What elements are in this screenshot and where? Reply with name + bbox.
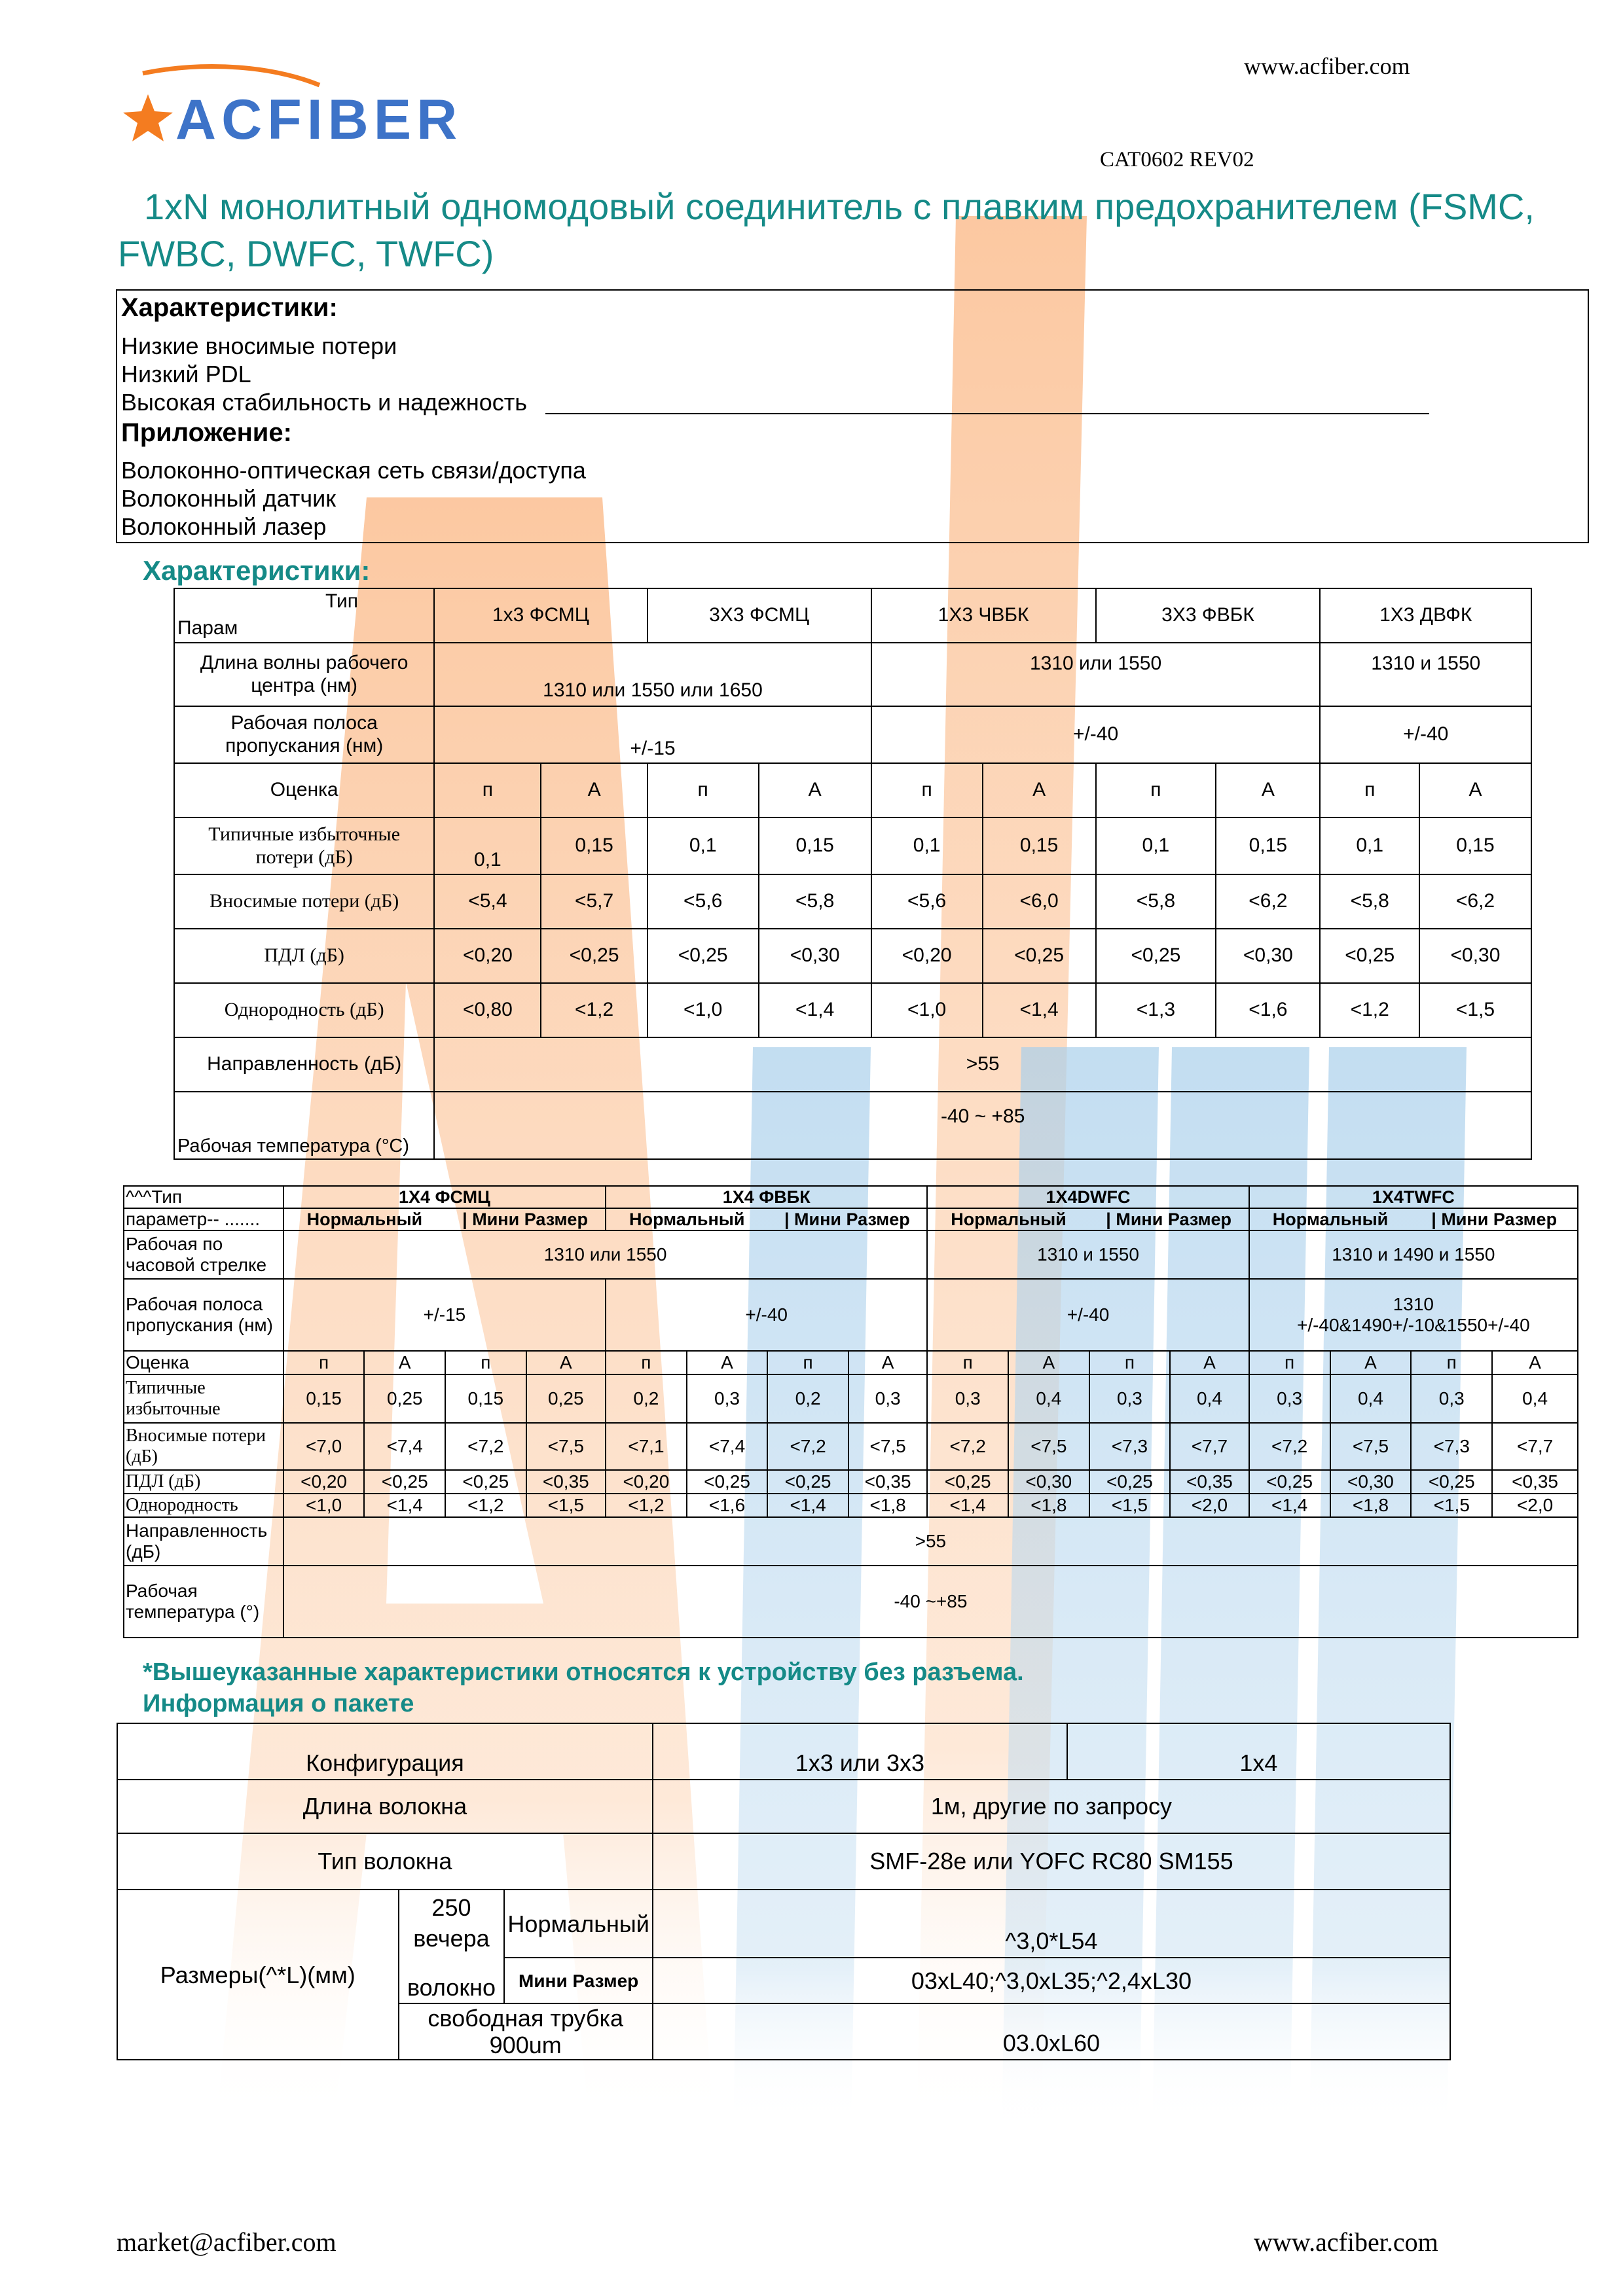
table-cell: 0,3	[1089, 1374, 1171, 1423]
table-corner: Тип Парам	[174, 588, 434, 643]
features-heading: Характеристики:	[121, 293, 338, 322]
table-cell: <2,0	[1492, 1494, 1578, 1517]
row-label: Вносимые потери (дБ)	[124, 1423, 283, 1470]
row-label: Рабочая температура (°C)	[174, 1092, 434, 1159]
table-cell: п	[767, 1351, 848, 1374]
table-cell: <0,25	[687, 1470, 768, 1494]
table-cell: <0,25	[1089, 1470, 1171, 1494]
table-cell: А	[983, 763, 1096, 817]
table-cell: <0,25	[1320, 929, 1419, 983]
table-cell: <1,2	[445, 1494, 526, 1517]
row-label: ПДЛ (дБ)	[174, 929, 434, 983]
table-cell: <7,2	[445, 1423, 526, 1470]
table-cell: А	[364, 1351, 445, 1374]
table-cell: <1,0	[283, 1494, 365, 1517]
row-label: Типичные избыточные	[124, 1374, 283, 1423]
table-cell: <7,4	[687, 1423, 768, 1470]
table-cell: п	[445, 1351, 526, 1374]
table-cell: SMF-28e или YOFC RC80 SM155	[653, 1833, 1450, 1890]
table-cell: <7,2	[767, 1423, 848, 1470]
table-cell: п	[434, 763, 541, 817]
type-header: 1X3 ЧВБК	[871, 588, 1096, 643]
size-header: | Мини Размер	[1089, 1208, 1249, 1230]
table-cell: 0,3	[848, 1374, 928, 1423]
table-cell: п	[1320, 763, 1419, 817]
table-cell: <0,30	[1330, 1470, 1412, 1494]
table-cell: п	[1249, 1351, 1330, 1374]
table-cell: <0,25	[767, 1470, 848, 1494]
table-cell: 0,25	[364, 1374, 445, 1423]
feature-item: Низкие вносимые потери	[121, 332, 397, 359]
table-cell: 0,4	[1170, 1374, 1249, 1423]
table-cell: <7,5	[1008, 1423, 1089, 1470]
table-cell: <1,8	[848, 1494, 928, 1517]
size-header: Нормальный	[283, 1208, 445, 1230]
table-cell: 0,3	[1249, 1374, 1330, 1423]
table-cell: А	[1008, 1351, 1089, 1374]
type-header: 1X4 ФВБК	[606, 1186, 927, 1208]
table-cell: <0,35	[1492, 1470, 1578, 1494]
table-cell: <5,7	[541, 874, 647, 929]
table-cell: 0,4	[1008, 1374, 1089, 1423]
table-cell: 0,1	[434, 817, 541, 874]
table-cell: <0,25	[1411, 1470, 1492, 1494]
row-label: Рабочая полоса пропускания (нм)	[174, 706, 434, 763]
fiber-250-cell: 250 вечера волокно	[399, 1890, 505, 2003]
table-cell: <0,25	[445, 1470, 526, 1494]
table-cell: <7,2	[927, 1423, 1008, 1470]
table-cell: п	[1411, 1351, 1492, 1374]
row-label: Рабочая по часовой стрелке	[124, 1230, 283, 1279]
table-cell: <2,0	[1170, 1494, 1249, 1517]
application-heading: Приложение:	[121, 418, 292, 447]
table-cell: 0,4	[1330, 1374, 1412, 1423]
table-cell: 0,15	[541, 817, 647, 874]
table-cell: <1,5	[1411, 1494, 1492, 1517]
package-table	[117, 1723, 1451, 2060]
table-cell: -40 ~ +85	[434, 1092, 1531, 1159]
table-cell: 1x4	[1067, 1723, 1450, 1780]
table-cell: <0,30	[759, 929, 871, 983]
table-cell: <0,35	[526, 1470, 606, 1494]
table-cell: 0,15	[283, 1374, 365, 1423]
table-cell: <7,7	[1492, 1423, 1578, 1470]
table-cell: >55	[283, 1517, 1578, 1566]
table-corner: параметр-- .......	[124, 1208, 283, 1230]
table-cell: <7,7	[1170, 1423, 1249, 1470]
table-cell: 0,3	[1411, 1374, 1492, 1423]
row-label: Направленность (дБ)	[174, 1037, 434, 1092]
table-cell: А	[1216, 763, 1320, 817]
table-cell: +/-40	[927, 1279, 1249, 1351]
size-header: | Мини Размер	[445, 1208, 606, 1230]
table-cell: <0,35	[848, 1470, 928, 1494]
table-cell: 03.0xL60	[653, 2003, 1450, 2060]
table-cell: п	[1089, 1351, 1171, 1374]
table-cell: п	[606, 1351, 687, 1374]
row-label: Длина волокна	[117, 1780, 653, 1833]
table-cell: <0,25	[541, 929, 647, 983]
table-cell: <1,3	[1096, 983, 1216, 1037]
header-website[interactable]: www.acfiber.com	[1244, 53, 1410, 79]
table-cell: <1,2	[606, 1494, 687, 1517]
document-code: CAT0602 REV02	[1100, 148, 1254, 171]
table-cell: п	[1096, 763, 1216, 817]
application-item: Волоконный датчик	[121, 485, 336, 512]
table-cell: <0,25	[364, 1470, 445, 1494]
table-cell: <7,4	[364, 1423, 445, 1470]
table-cell: п	[927, 1351, 1008, 1374]
table-cell: А	[1492, 1351, 1578, 1374]
table-cell: <1,5	[1089, 1494, 1171, 1517]
table-cell: <0,20	[871, 929, 983, 983]
row-label: ПДЛ (дБ)	[124, 1470, 283, 1494]
table-cell: 1310 или 1550	[283, 1230, 928, 1279]
row-label: Оценка	[124, 1351, 283, 1374]
table-cell: <0,20	[434, 929, 541, 983]
table-cell: <5,8	[1320, 874, 1419, 929]
note-text: *Вышеуказанные характеристики относятся к устройству без разъема.	[143, 1659, 1024, 1686]
table-cell: <5,6	[647, 874, 759, 929]
table-cell: <7,5	[526, 1423, 606, 1470]
table-cell: <7,3	[1411, 1423, 1492, 1470]
application-item: Волоконный лазер	[121, 513, 327, 540]
table-cell: 0,3	[687, 1374, 768, 1423]
table-cell: <1,4	[759, 983, 871, 1037]
table-cell: <1,4	[1249, 1494, 1330, 1517]
table-cell: <1,4	[767, 1494, 848, 1517]
spec-table-1x3	[173, 588, 1532, 1160]
table-cell: <7,2	[1249, 1423, 1330, 1470]
spec-heading: Характеристики:	[143, 555, 371, 586]
table-cell: <0,25	[983, 929, 1096, 983]
underline-rule	[545, 413, 1429, 414]
table-cell: <0,20	[606, 1470, 687, 1494]
type-header: 3X3 ФСМЦ	[647, 588, 871, 643]
row-label: Тип волокна	[117, 1833, 653, 1890]
table-cell: <0,25	[927, 1470, 1008, 1494]
table-cell: А	[1419, 763, 1531, 817]
normal-size-label: Нормальный	[504, 1890, 652, 1958]
table-cell: 0,15	[1216, 817, 1320, 874]
table-cell: -40 ~+85	[283, 1566, 1578, 1638]
row-label: Конфигурация	[117, 1723, 653, 1780]
table-cell: <0,35	[1170, 1470, 1249, 1494]
footer-website[interactable]: www.acfiber.com	[1254, 2227, 1438, 2257]
table-cell: А	[541, 763, 647, 817]
spec-table-1x4	[123, 1185, 1578, 1638]
table-cell: 1x3 или 3x3	[653, 1723, 1067, 1780]
table-cell: <1,5	[526, 1494, 606, 1517]
mini-size-label: Мини Размер	[504, 1958, 652, 2003]
table-cell: А	[526, 1351, 606, 1374]
table-cell: <7,5	[848, 1423, 928, 1470]
table-cell: 0,15	[759, 817, 871, 874]
package-heading: Информация о пакете	[143, 1690, 414, 1717]
table-cell: <1,4	[983, 983, 1096, 1037]
table-cell: А	[1170, 1351, 1249, 1374]
application-item: Волоконно-оптическая сеть связи/доступа	[121, 457, 586, 484]
size-header: Нормальный	[927, 1208, 1089, 1230]
table-cell: 0,15	[983, 817, 1096, 874]
table-cell: А	[759, 763, 871, 817]
footer-email[interactable]: market@acfiber.com	[117, 2227, 337, 2257]
table-cell: +/-40	[1320, 706, 1531, 763]
table-cell: 1310 и 1490 и 1550	[1249, 1230, 1578, 1279]
table-corner: ^^^Тип	[124, 1186, 283, 1208]
table-cell: 0,1	[1320, 817, 1419, 874]
table-cell: <7,1	[606, 1423, 687, 1470]
table-cell: <6,2	[1419, 874, 1531, 929]
table-cell: +/-15	[283, 1279, 606, 1351]
feature-item: Низкий PDL	[121, 361, 251, 387]
row-label: Однородность	[124, 1494, 283, 1517]
table-cell: <0,30	[1008, 1470, 1089, 1494]
table-cell: <7,0	[283, 1423, 365, 1470]
table-cell: 1310 и 1550	[927, 1230, 1249, 1279]
table-cell: 1310 или 1550 или 1650	[434, 643, 871, 706]
table-cell: <0,25	[1249, 1470, 1330, 1494]
row-label: Рабочая полоса пропускания (нм)	[124, 1279, 283, 1351]
table-cell: <7,3	[1089, 1423, 1171, 1470]
table-cell: +/-15	[434, 706, 871, 763]
type-header: 3X3 ФВБК	[1096, 588, 1321, 643]
page-title: 1xN монолитный одномодовый соединитель с плавким предохранителем (FSMC, FWBC, DWFC, TWFC)	[118, 186, 1535, 274]
table-cell: <0,25	[647, 929, 759, 983]
table-cell: 03xL40;^3,0xL35;^2,4xL30	[653, 1958, 1450, 2003]
table-cell: 1м, другие по запросу	[653, 1780, 1450, 1833]
size-header: | Мини Размер	[767, 1208, 927, 1230]
table-cell: +/-40	[871, 706, 1321, 763]
table-cell: <0,30	[1216, 929, 1320, 983]
table-cell: <0,30	[1419, 929, 1531, 983]
size-header: | Мини Размер	[1411, 1208, 1578, 1230]
table-cell: А	[1330, 1351, 1412, 1374]
table-cell: п	[647, 763, 759, 817]
table-cell: <1,5	[1419, 983, 1531, 1037]
table-cell: <1,2	[1320, 983, 1419, 1037]
table-cell: <1,0	[647, 983, 759, 1037]
company-logo	[117, 54, 470, 158]
features-box	[116, 289, 1589, 543]
table-cell: <5,8	[1096, 874, 1216, 929]
logo-wordmark: ACFIBER	[175, 88, 463, 151]
table-cell: 0,15	[445, 1374, 526, 1423]
table-cell: <1,2	[541, 983, 647, 1037]
table-cell: <7,5	[1330, 1423, 1412, 1470]
table-cell: <1,4	[364, 1494, 445, 1517]
table-cell: ^3,0*L54	[653, 1890, 1450, 1958]
table-cell: 1310 или 1550	[871, 643, 1321, 706]
row-label: Оценка	[174, 763, 434, 817]
table-cell: А	[848, 1351, 928, 1374]
table-cell: <6,2	[1216, 874, 1320, 929]
table-cell: 1310 +/-40&1490+/-10&1550+/-40	[1249, 1279, 1578, 1351]
table-cell: <1,6	[687, 1494, 768, 1517]
table-cell: 0,15	[1419, 817, 1531, 874]
table-cell: <5,4	[434, 874, 541, 929]
loose-tube-label: свободная трубка 900um	[399, 2003, 653, 2060]
table-cell: +/-40	[606, 1279, 927, 1351]
table-cell: 0,1	[871, 817, 983, 874]
table-cell: 0,1	[647, 817, 759, 874]
table-cell: А	[687, 1351, 768, 1374]
table-cell: 0,1	[1096, 817, 1216, 874]
table-cell: п	[871, 763, 983, 817]
table-cell: п	[283, 1351, 365, 1374]
table-cell: 0,2	[606, 1374, 687, 1423]
row-label: Вносимые потери (дБ)	[174, 874, 434, 929]
type-header: 1x3 ФСМЦ	[434, 588, 647, 643]
table-cell: <6,0	[983, 874, 1096, 929]
table-cell: <5,8	[759, 874, 871, 929]
table-cell: 0,2	[767, 1374, 848, 1423]
table-cell: <1,8	[1008, 1494, 1089, 1517]
size-header: Нормальный	[606, 1208, 767, 1230]
table-cell: <1,6	[1216, 983, 1320, 1037]
table-cell: <5,6	[871, 874, 983, 929]
feature-item: Высокая стабильность и надежность	[121, 389, 527, 416]
table-cell: 0,3	[927, 1374, 1008, 1423]
type-header: 1X4TWFC	[1249, 1186, 1578, 1208]
table-cell: 0,4	[1492, 1374, 1578, 1423]
type-header: 1X4DWFC	[927, 1186, 1249, 1208]
table-cell: <0,80	[434, 983, 541, 1037]
row-label: Типичные избыточные потери (дБ)	[174, 817, 434, 874]
type-header: 1X4 ФСМЦ	[283, 1186, 606, 1208]
table-cell: <1,8	[1330, 1494, 1412, 1517]
table-cell: >55	[434, 1037, 1531, 1092]
row-label: Размеры(^*L)(мм)	[117, 1890, 399, 2060]
table-cell: <1,4	[927, 1494, 1008, 1517]
row-label: Рабочая температура (°)	[124, 1566, 283, 1638]
row-label: Однородность (дБ)	[174, 983, 434, 1037]
row-label: Длина волны рабочего центра (нм)	[174, 643, 434, 706]
row-label: Направленность (дБ)	[124, 1517, 283, 1566]
table-cell: <0,20	[283, 1470, 365, 1494]
table-cell: <0,25	[1096, 929, 1216, 983]
table-cell: <1,0	[871, 983, 983, 1037]
type-header: 1X3 ДВФК	[1320, 588, 1531, 643]
table-cell: 0,25	[526, 1374, 606, 1423]
size-header: Нормальный	[1249, 1208, 1412, 1230]
table-cell: 1310 и 1550	[1320, 643, 1531, 706]
